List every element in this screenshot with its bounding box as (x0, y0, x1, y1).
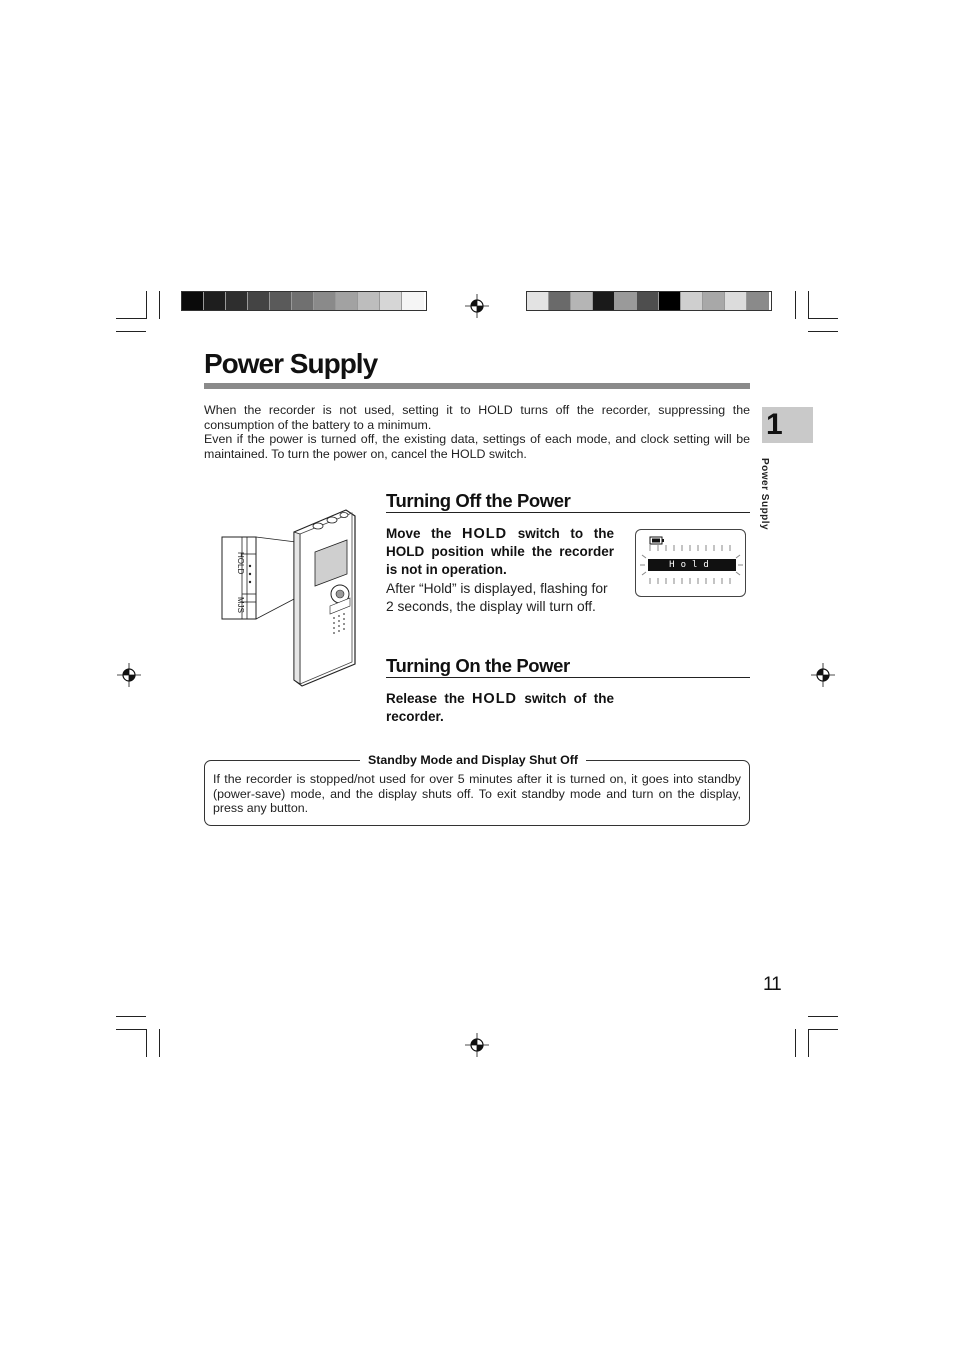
crop-mark (116, 331, 146, 332)
instruction-text: Move the (386, 526, 463, 541)
crop-mark (808, 318, 838, 319)
color-swatch (659, 292, 681, 310)
color-calibration-strip-left (181, 291, 427, 311)
registration-target-icon (465, 1033, 489, 1057)
color-swatch (549, 292, 571, 310)
hold-keyword: HOLD (462, 526, 508, 542)
color-swatch (593, 292, 615, 310)
turn-off-description: After “Hold” is displayed, flashing for 2 seconds, the display will turn off. (386, 581, 608, 614)
intro-paragraph-1: When the recorder is not used, setting it to HOLD turns off the recorder, suppressing the consumption of the battery to a minimum. (204, 403, 750, 432)
crop-mark (808, 1029, 809, 1057)
crop-mark (808, 1029, 838, 1030)
section-rule (386, 677, 750, 678)
crop-mark (116, 1029, 146, 1030)
side-chapter-label (753, 458, 789, 538)
section-heading-turn-off: Turning Off the Power (386, 490, 571, 511)
mjs-switch-label-text: MJS (236, 597, 245, 613)
color-swatch (527, 292, 549, 310)
instruction-text: switch of the recorder. (386, 691, 614, 724)
color-swatch (402, 292, 424, 310)
color-swatch (358, 292, 380, 310)
turn-on-instruction (386, 690, 614, 726)
standby-note-text: If the recorder is stopped/not used for over 5 minutes after it is turned on, it goes into standby (power-save) mode, and the display shuts off. To exit standby mode and turn on the display, press any button. (213, 772, 741, 816)
hold-switch-label (236, 552, 248, 592)
crop-mark (116, 1016, 146, 1017)
color-swatch (703, 292, 725, 310)
crop-mark (146, 1029, 147, 1057)
page-title: Power Supply (204, 348, 378, 379)
color-swatch (615, 292, 637, 310)
color-swatch (725, 292, 747, 310)
color-swatch (182, 292, 204, 310)
lcd-hold-text: Hold (648, 559, 736, 571)
registration-target-icon (117, 663, 141, 687)
color-swatch (681, 292, 703, 310)
color-swatch (204, 292, 226, 310)
color-swatch (248, 292, 270, 310)
chapter-tab: 1 (762, 407, 813, 443)
color-swatch (637, 292, 659, 310)
crop-mark (146, 291, 147, 319)
crop-mark (808, 331, 838, 332)
crop-mark (159, 291, 160, 319)
color-swatch (226, 292, 248, 310)
color-swatch (314, 292, 336, 310)
crop-mark (159, 1029, 160, 1057)
hold-keyword: HOLD (471, 691, 518, 707)
crop-mark (116, 318, 146, 319)
color-swatch (292, 292, 314, 310)
lcd-display (635, 529, 746, 597)
turn-off-instruction (386, 525, 614, 579)
crop-mark (808, 1016, 838, 1017)
standby-note-title: Standby Mode and Display Shut Off (360, 753, 586, 767)
registration-target-icon (465, 294, 489, 318)
color-swatch (336, 292, 358, 310)
color-calibration-strip-right (526, 291, 772, 311)
instruction-text: Release the (386, 691, 472, 706)
hold-switch-label-text: HOLD (236, 552, 245, 575)
color-swatch (571, 292, 593, 310)
crop-mark (795, 1029, 796, 1057)
registration-target-icon (811, 663, 835, 687)
intro-text (204, 403, 750, 461)
color-swatch (270, 292, 292, 310)
section-rule (386, 512, 750, 513)
crop-mark (808, 291, 809, 319)
color-swatch (380, 292, 402, 310)
side-chapter-label-text: Power Supply (759, 458, 770, 531)
intro-paragraph-2: Even if the power is turned off, the existing data, settings of each mode, and clock setting will be maintained. To turn the power on, cancel the HOLD switch. (204, 432, 750, 461)
section-heading-turn-on: Turning On the Power (386, 655, 570, 676)
crop-mark (795, 291, 796, 319)
color-swatch (747, 292, 769, 310)
mjs-switch-label (236, 597, 248, 619)
instruction-text: switch to the HOLD position while the recorder is not in operation. (386, 526, 614, 577)
page-number: 11 (763, 974, 781, 995)
title-rule (204, 383, 750, 389)
